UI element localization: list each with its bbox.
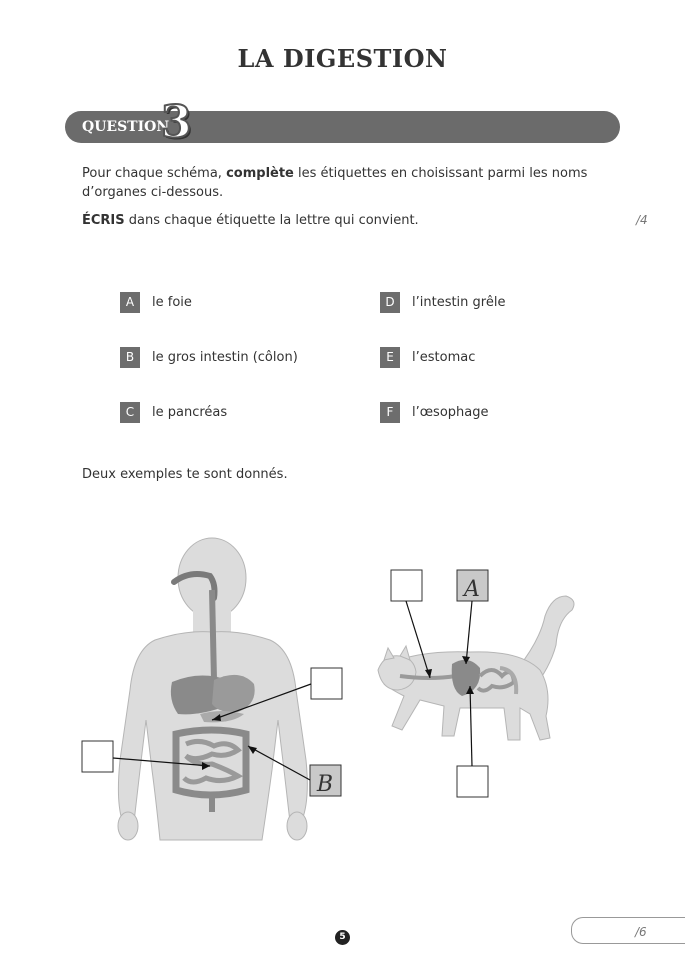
score-partial: /4 [636, 213, 648, 227]
organ-name-d: l’intestin grêle [412, 295, 506, 310]
question-number: 3 [161, 97, 192, 148]
organ-name-f: l’œsophage [412, 405, 489, 420]
organ-letter-c: C [120, 402, 140, 423]
cat-answer-box-stomach[interactable] [457, 766, 488, 797]
organ-letter-d: D [380, 292, 400, 313]
organ-name-e: l’estomac [412, 350, 476, 365]
organ-letter-b: B [120, 347, 140, 368]
organ-name-c: le pancréas [152, 405, 228, 420]
score-total: /6 [635, 925, 647, 939]
instruction-text: dans chaque étiquette la lettre qui convient. [124, 213, 419, 228]
instruction-bold: ÉCRIS [82, 213, 125, 228]
example-letter-a: A [464, 577, 480, 602]
page-number: 5 [335, 930, 350, 945]
organ-letter-e: E [380, 347, 400, 368]
human-answer-box-small-intestine[interactable] [82, 741, 113, 772]
total-score-box [571, 917, 685, 944]
instruction-text: Pour chaque schéma, [82, 166, 227, 181]
human-answer-box-esophagus[interactable] [311, 668, 342, 699]
example-letter-b: B [316, 772, 334, 797]
instruction-bold: complète [226, 166, 294, 181]
cat-answer-box-esophagus[interactable] [391, 570, 422, 601]
page-title: LA DIGESTION [237, 44, 448, 73]
organ-letter-f: F [380, 402, 400, 423]
instruction-text: les étiquettes en choisissant parmi les noms d’organes ci-dessous. [82, 166, 588, 200]
question-label: QUESTION [82, 119, 170, 135]
organ-name-a: le foie [152, 295, 192, 310]
organ-name-b: le gros intestin (côlon) [152, 350, 298, 365]
organ-letter-a: A [120, 292, 140, 313]
examples-note: Deux exemples te sont donnés. [82, 467, 288, 482]
